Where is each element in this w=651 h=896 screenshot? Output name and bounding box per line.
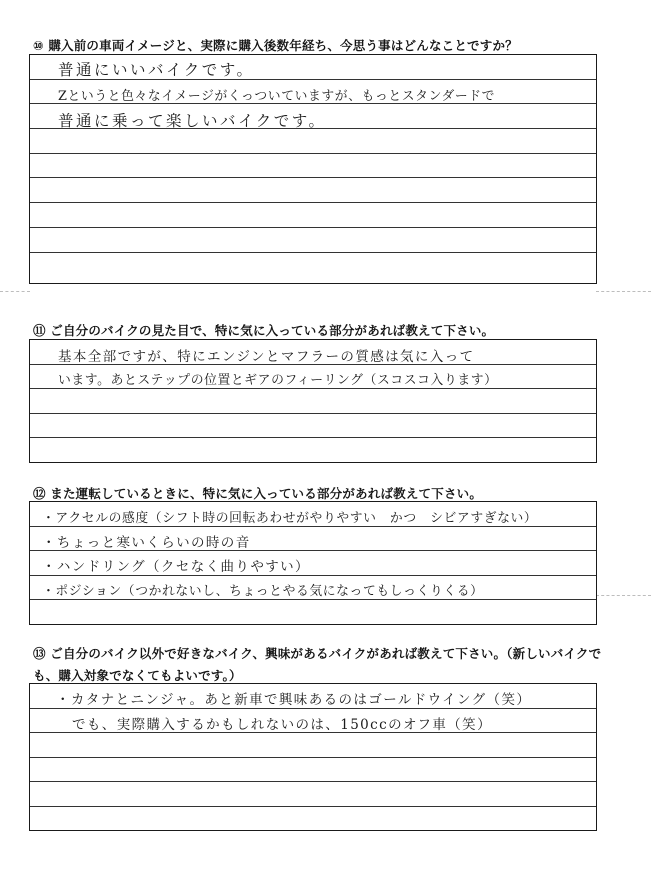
fold-mark <box>596 291 651 292</box>
question-11-answer-line-2: います。あとステップの位置とギアのフィーリング（スコスコ入ります） <box>58 373 498 388</box>
question-10-answer-line-1: 普通にいいバイクです。 <box>58 61 255 79</box>
question-12-title: ⑫ また運転しているときに、特に気に入っている部分があれば教えて下さい。 <box>33 486 483 501</box>
question-11-answer-line-1: 基本全部ですが、特にエンジンとマフラーの質感は気に入って <box>58 349 475 365</box>
question-10-title: ⑩ 購入前の車両イメージと、実際に購入後数年経ち、今思う事はどんなことですか？ <box>33 38 518 53</box>
question-11-title: ⑪ ご自分のバイクの見た目で、特に気に入っている部分があれば教えて下さい。 <box>33 323 495 338</box>
fold-mark <box>0 291 30 292</box>
question-13-answer-line-2: でも、実際購入するかもしれないのは、150ccのオフ車（笑） <box>72 717 492 733</box>
question-12-answer-line-1: ・アクセルの感度（シフト時の回転あわせがやりやすい かつ シビアすぎない） <box>42 511 538 526</box>
question-10-answer-line-3: 普通に乗って楽しいバイクです。 <box>58 112 327 130</box>
question-13-title: ⑬ ご自分のバイク以外で好きなバイク、興味があるバイクがあれば教えて下さい。（新しいバイクでも、購入対象でなくてもよいです。） <box>33 646 602 683</box>
question-12-answer-line-4: ・ポジション（つかれないし、ちょっとやる気になってもしっくりくる） <box>42 584 484 599</box>
question-12-answer-line-3: ・ハンドリング（クセなく曲りやすい） <box>42 559 310 575</box>
question-12-answer-line-2: ・ちょっと寒いくらいの時の音 <box>42 535 251 551</box>
fold-mark <box>596 595 651 596</box>
question-13-answer-line-1: ・カタナとニンジャ。あと新車で興味あるのはゴールドウイング（笑） <box>56 692 532 708</box>
question-10-answer-line-2: Zというと色々なイメージがくっついていますが、もっとスタンダードで <box>58 89 496 104</box>
